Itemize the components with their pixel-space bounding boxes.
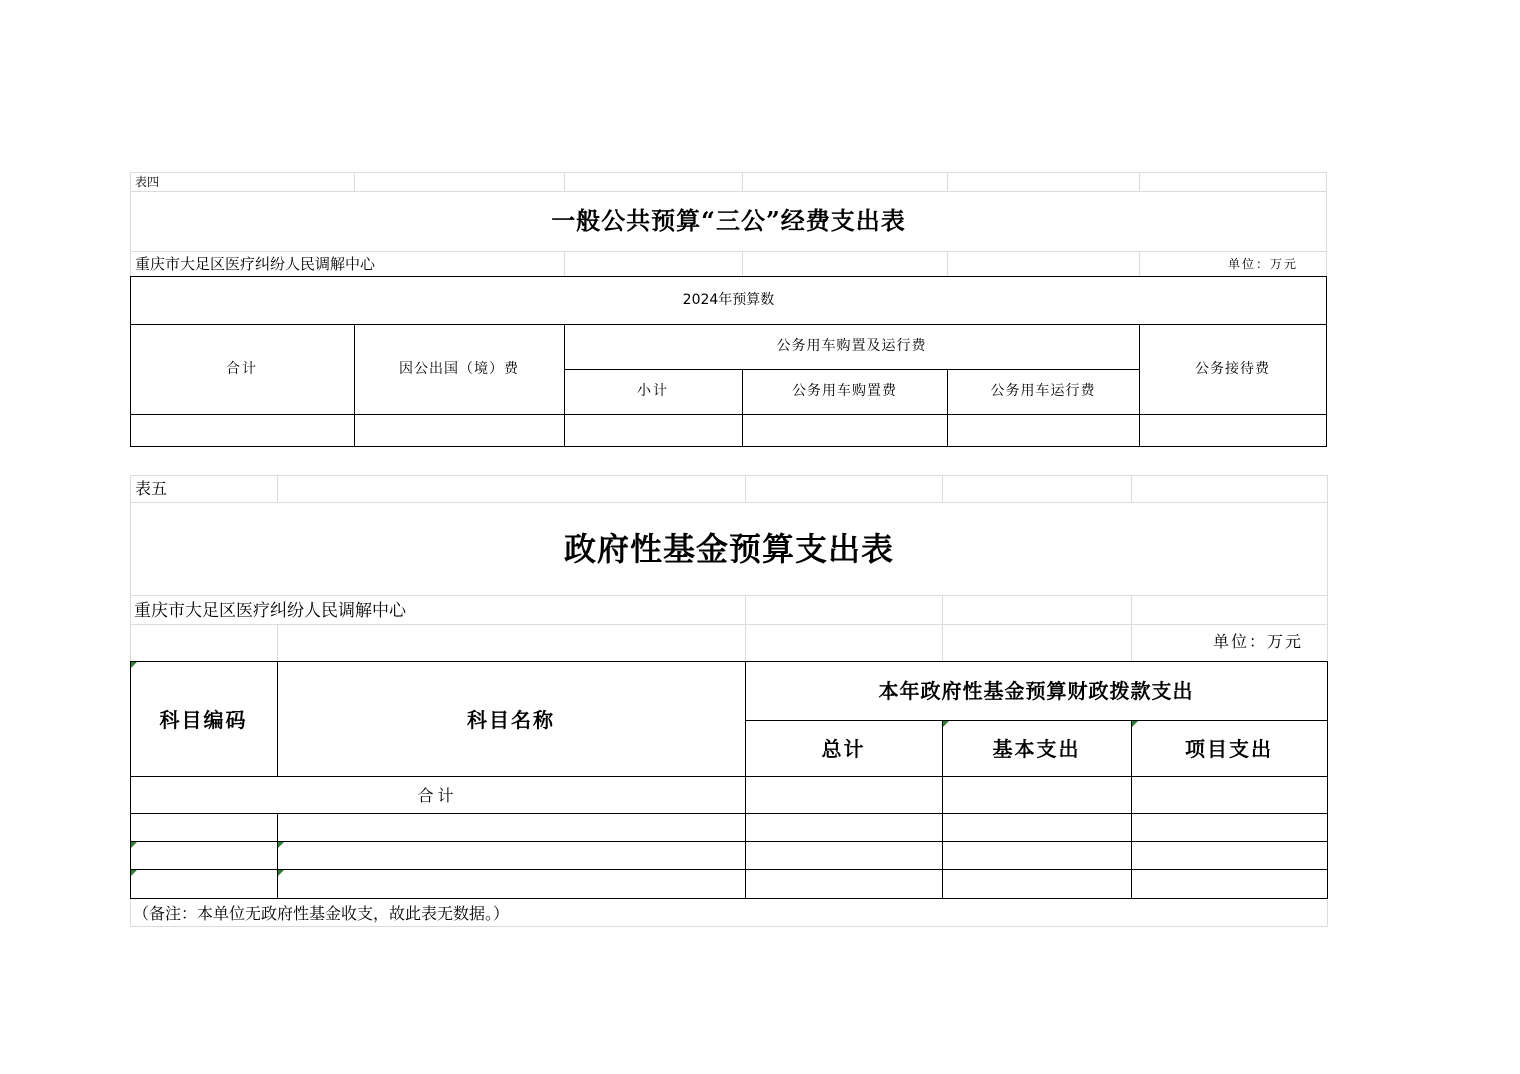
table4-header-vehicle-operation: 公务用车运行费 (990, 383, 1096, 399)
table4-header-year-budget: 2024年预算数 (682, 292, 775, 308)
comment-marker (131, 662, 137, 668)
table5-title: 政府性基金预算支出表 (563, 530, 894, 568)
table5-header-basic: 基本支出 (992, 737, 1081, 761)
table4-header-overseas: 因公出国（境）费 (399, 361, 519, 377)
comment-marker (1132, 721, 1138, 727)
table4-title: 一般公共预算“三公”经费支出表 (551, 206, 906, 235)
table5-tag: 表五 (135, 479, 168, 498)
table5-unit: 单位：万元 (1213, 632, 1304, 651)
table4-org: 重庆市大足区医疗纠纷人民调解中心 (135, 255, 376, 273)
comment-marker (278, 870, 284, 876)
table4-header-subtotal: 小计 (637, 383, 669, 399)
table5-header-project: 项目支出 (1185, 737, 1273, 761)
table4-header-total: 合计 (226, 361, 258, 377)
table4-header-reception: 公务接待费 (1195, 361, 1270, 377)
table5-note: （备注：本单位无政府性基金收支，故此表无数据。） (133, 904, 510, 923)
table4-header-vehicle-group: 公务用车购置及运行费 (776, 338, 927, 354)
table5-header-appropriation: 本年政府性基金预算财政拨款支出 (878, 679, 1194, 703)
comment-marker (131, 842, 137, 848)
table4-tag: 表四 (135, 175, 160, 189)
table5-header-name: 科目名称 (467, 708, 555, 732)
comment-marker (943, 721, 949, 727)
table5-header-code: 科目编码 (159, 708, 248, 732)
table4-header-vehicle-purchase: 公务用车购置费 (792, 383, 897, 399)
comment-marker (131, 870, 137, 876)
table5-total-row-label: 合计 (417, 786, 458, 805)
table5-header-total: 总计 (821, 737, 866, 761)
table4-unit: 单位：万元 (1228, 257, 1299, 271)
comment-marker (278, 842, 284, 848)
table5-org: 重庆市大足区医疗纠纷人民调解中心 (134, 601, 406, 621)
